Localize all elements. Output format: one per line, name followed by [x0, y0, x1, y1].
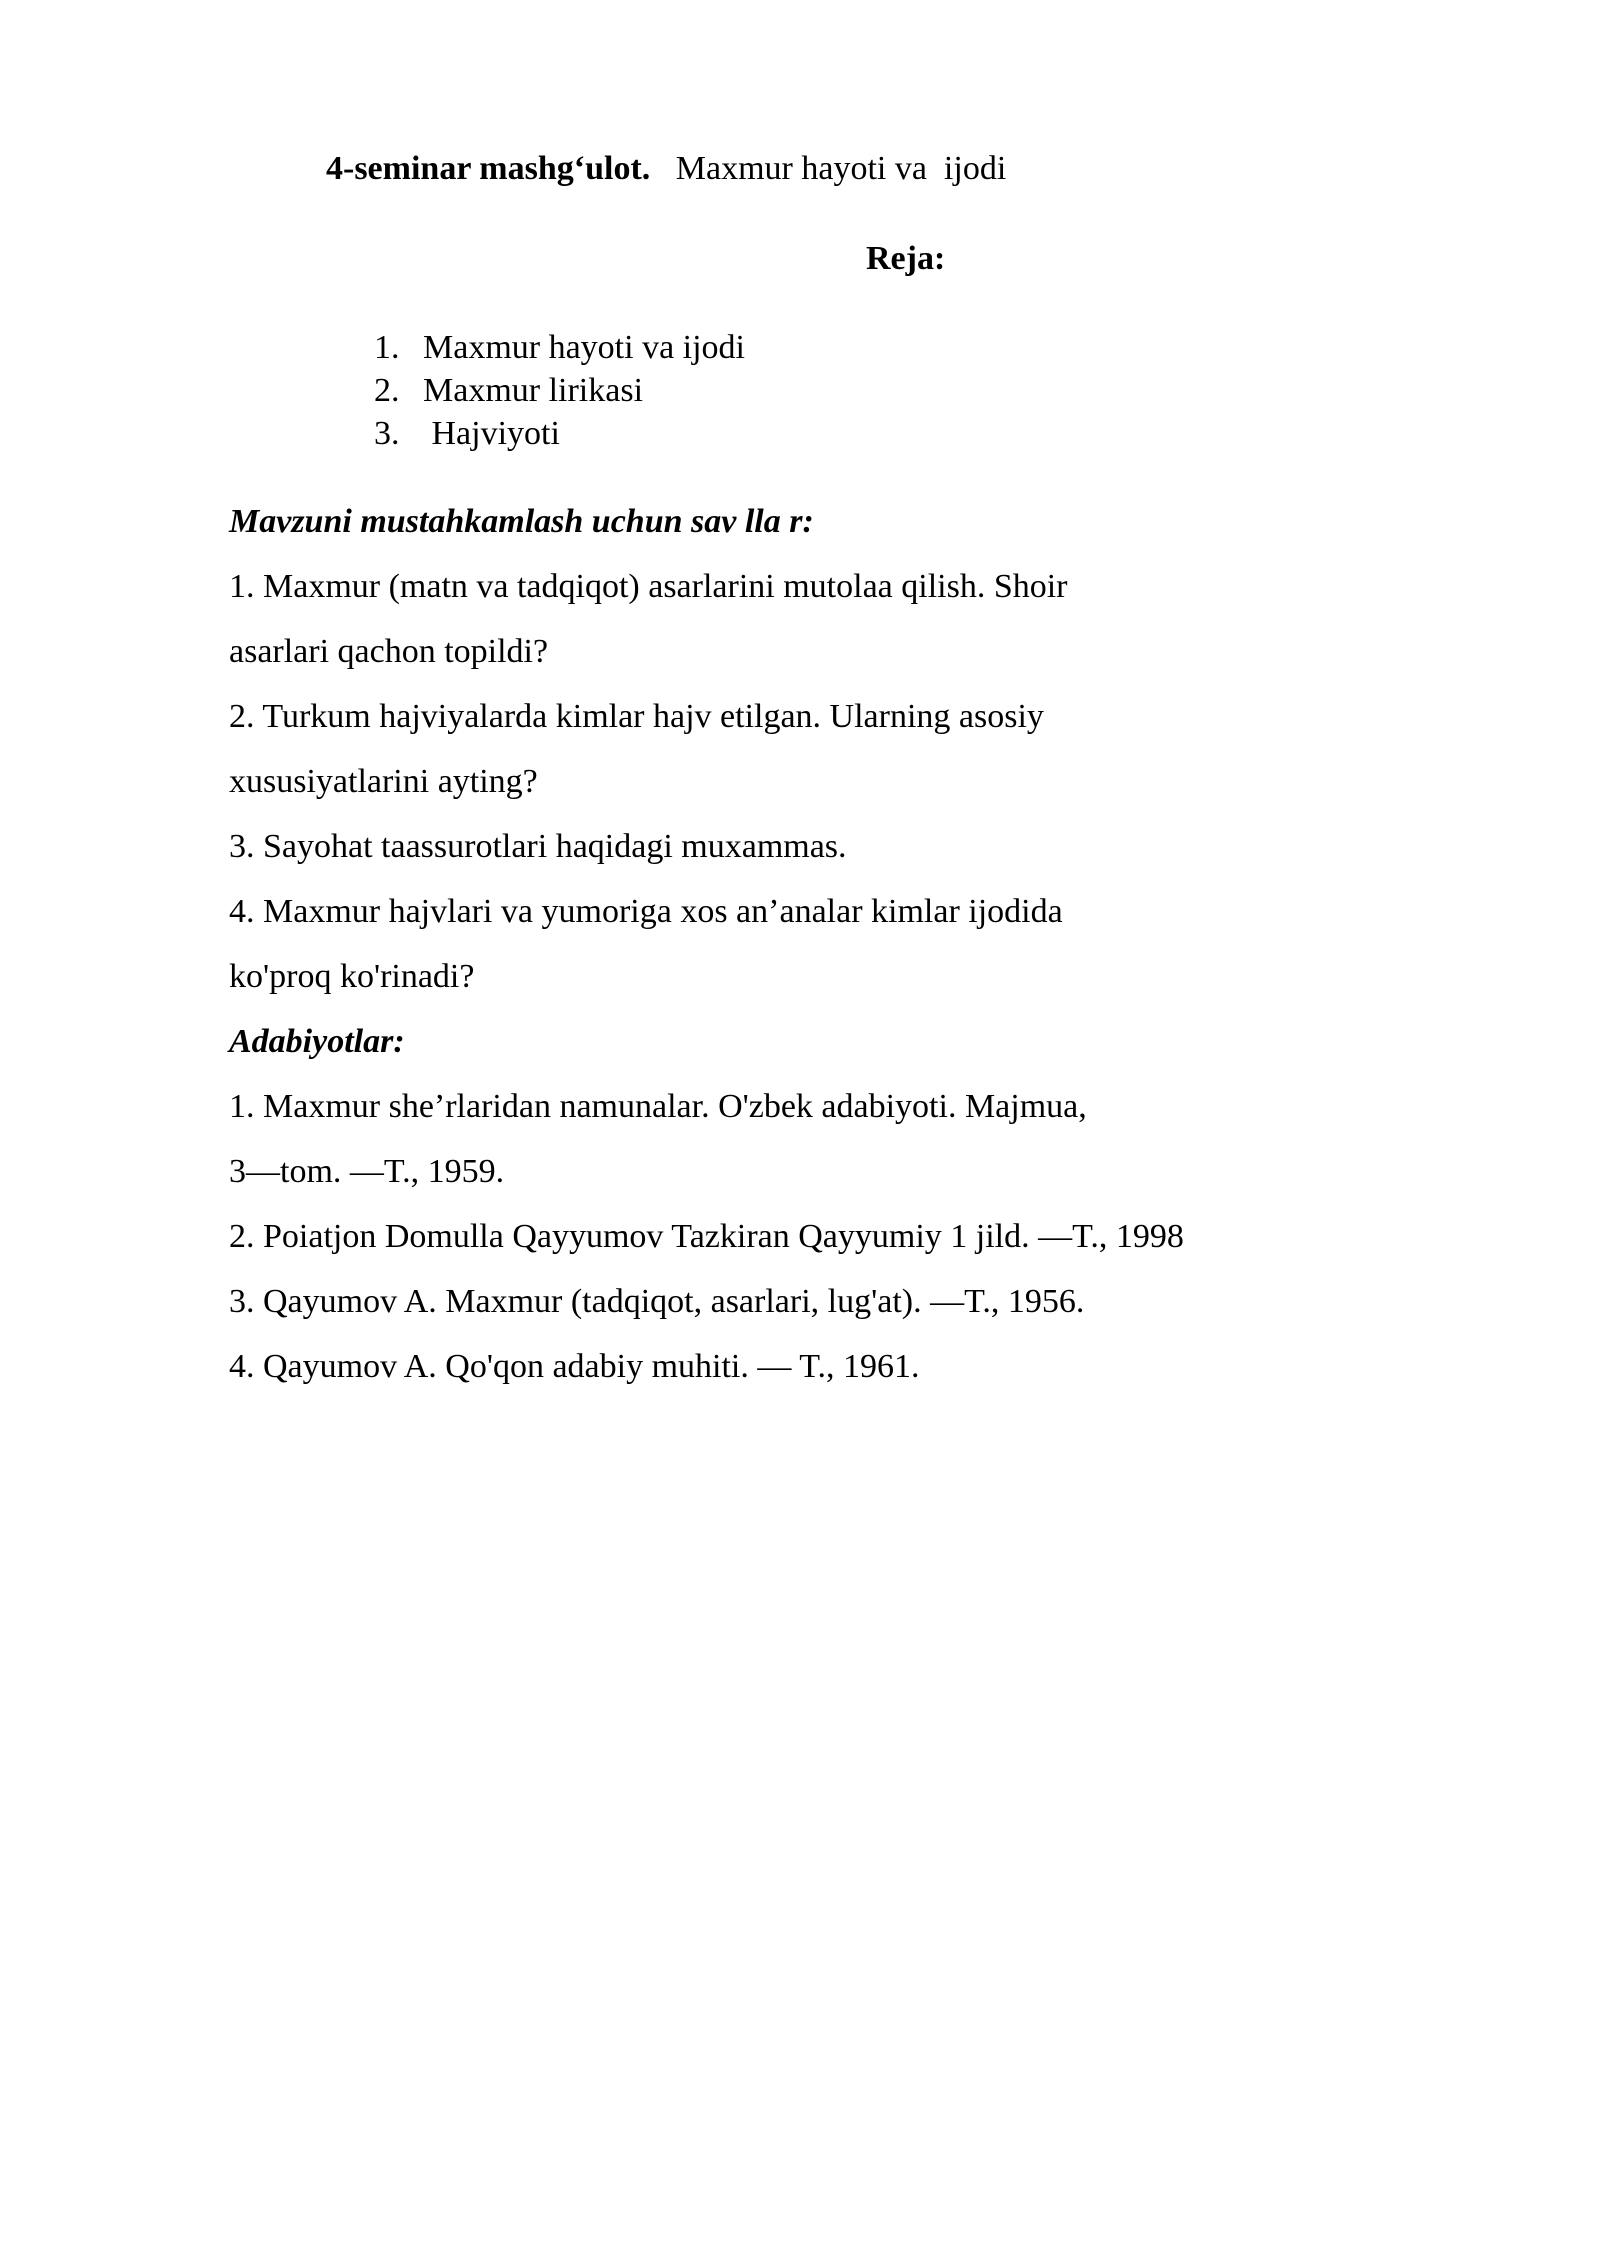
literature-heading: Adabiyotlar: — [229, 1023, 405, 1060]
plan-item-number: 3. — [374, 415, 400, 452]
literature-line: 1. Maxmur she’rlaridan namunalar. O'zbek adabiyoti. Majmua, — [229, 1088, 1087, 1125]
title-topic: Maxmur hayoti va ijodi — [675, 150, 1007, 187]
plan-heading: Reja: — [866, 240, 946, 277]
plan-item-text: Hajviyoti — [423, 415, 560, 452]
plan-item-text: Maxmur lirikasi — [423, 372, 644, 409]
body-text — [229, 498, 1429, 1408]
plan-item — [374, 326, 745, 369]
page-title — [326, 150, 1006, 188]
plan-item — [374, 412, 745, 455]
plan-item-number: 1. — [374, 329, 400, 366]
literature-line: 4. Qayumov A. Qo'qon adabiy muhiti. — T., 1961. — [229, 1348, 920, 1385]
questions-heading: Mavzuni mustahkamlash uchun sav lla r: — [229, 503, 814, 540]
plan-item — [374, 369, 745, 412]
question-line: 1. Maxmur (matn va tadqiqot) asarlarini mutolaa qilish. Shoir — [229, 568, 1068, 605]
plan-item-number: 2. — [374, 372, 400, 409]
question-line: 3. Sayohat taassurotlari haqidagi muxammas. — [229, 828, 847, 865]
question-line: ko'proq ko'rinadi? — [229, 958, 475, 995]
plan-item-text: Maxmur hayoti va ijodi — [423, 329, 746, 366]
question-line: 2. Turkum hajviyalarda kimlar hajv etilgan. Ularning asosiy — [229, 698, 1044, 735]
plan-list — [374, 326, 745, 455]
literature-line: 2. Poiatjon Domulla Qayyumov Tazkiran Qayyumiy 1 jild. —T., 1998 — [229, 1218, 1184, 1255]
question-line: asarlari qachon topildi? — [229, 633, 549, 670]
title-label: 4-seminar mashg‘ulot. — [326, 150, 651, 187]
literature-line: 3. Qayumov A. Maxmur (tadqiqot, asarlari, lug'at). —T., 1956. — [229, 1283, 1085, 1320]
question-line: 4. Maxmur hajvlari va yumoriga xos an’analar kimlar ijodida — [229, 893, 1063, 930]
question-line: xususiyatlarini ayting? — [229, 763, 538, 800]
literature-line: 3—tom. —T., 1959. — [229, 1153, 505, 1190]
